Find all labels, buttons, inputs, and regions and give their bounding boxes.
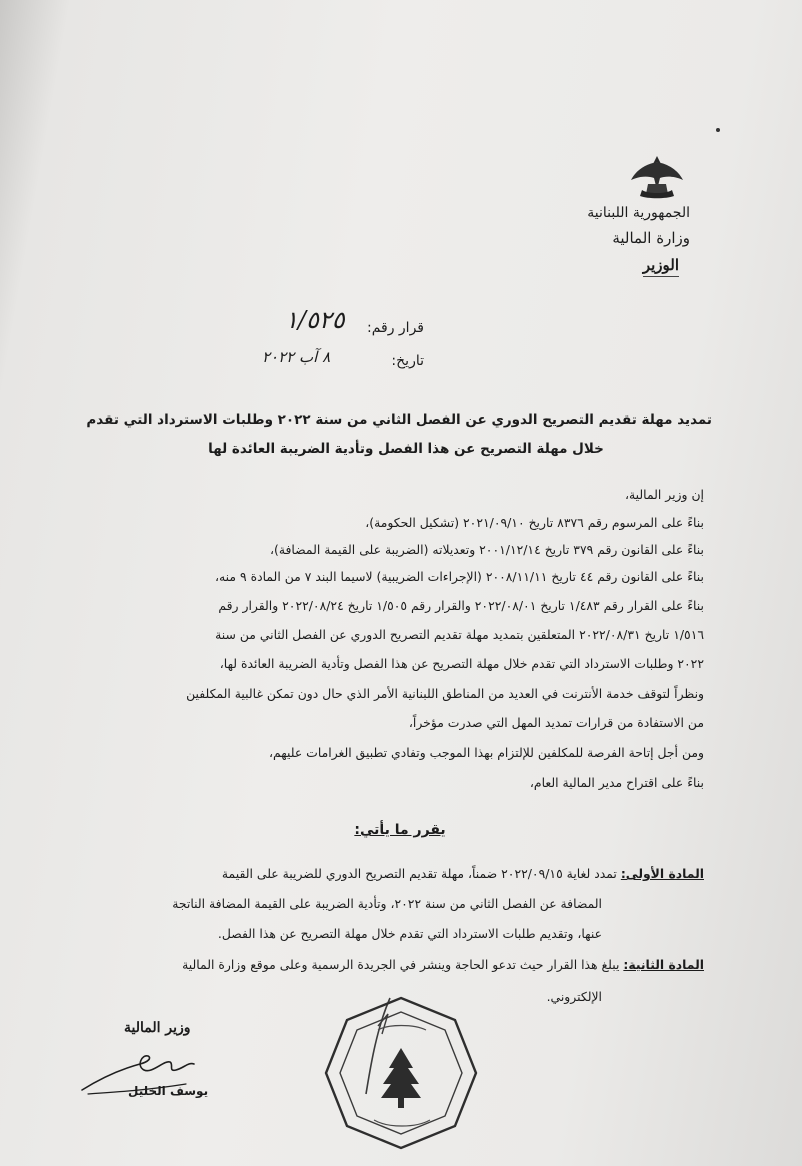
decision-number-label: قرار رقم:	[366, 320, 424, 336]
preamble-line: إن وزير المالية،	[625, 487, 704, 502]
office-name: الوزير	[643, 256, 679, 277]
decision-title-line-2: خلال مهلة التصريح عن هذا الفصل وتأدية الضريبة العائدة لها	[208, 441, 604, 457]
ministry-name: وزارة المالية	[612, 229, 690, 247]
preamble-line: بناءً على القرار رقم ١/٤٨٣ تاريخ ٢٠٢٢/٠٨/٠١ والقرار رقم ١/٥٠٥ تاريخ ٢٠٢٢/٠٨/٢٤ والقرار رقم	[218, 598, 704, 613]
article-2-text-line-2: الإلكتروني.	[546, 989, 602, 1004]
article-1	[222, 866, 704, 881]
signatory-title: وزير المالية	[124, 1020, 191, 1036]
decision-date-value: ٨ آب ٢٠٢٢	[262, 348, 331, 366]
article-1-label: المادة الأولى:	[620, 866, 704, 881]
decision-number-value: ١/٥٢٥	[285, 306, 345, 334]
republic-name: الجمهورية اللبنانية	[587, 205, 690, 221]
decision-date-label: تاريخ:	[391, 353, 424, 369]
preamble-line: ومن أجل إتاحة الفرصة للمكلفين للإلتزام بهذا الموجب وتفادي تطبيق الغرامات عليهم،	[269, 745, 704, 760]
preamble-line: ٢٠٢٢ وطلبات الاسترداد التي تقدم خلال مهلة التصريح عن هذا الفصل وتأدية الضريبة العائدة لها،	[219, 656, 704, 671]
article-2-label: المادة الثانية:	[623, 957, 704, 972]
preamble-line: بناءً على المرسوم رقم ٨٣٧٦ تاريخ ٢٠٢١/٠٩/١٠ (تشكيل الحكومة)،	[365, 515, 704, 530]
signatory-name: يوسف الخليل	[128, 1084, 209, 1098]
article-2	[182, 957, 704, 972]
preamble-line: ونظراً لتوقف خدمة الأنترنت في العديد من المناطق اللبنانية الأمر الذي حال دون تمكن غالبية المكلفين	[186, 686, 704, 701]
decides-heading: يقرر ما يأتي:	[354, 822, 446, 838]
article-2-text-line-1: يبلغ هذا القرار حيث تدعو الحاجة وينشر في الجريدة الرسمية وعلى موقع وزارة المالية	[182, 957, 620, 972]
decision-title-line-1: تمديد مهلة تقديم التصريح الدوري عن الفصل الثاني من سنة ٢٠٢٢ وطلبات الاسترداد التي تقدم	[86, 412, 712, 428]
article-1-text-line-1: تمدد لغاية ٢٠٢٢/٠٩/١٥ ضمناً، مهلة تقديم التصريح الدوري للضريبة على القيمة	[221, 866, 617, 881]
preamble-line: بناءً على اقتراح مدير المالية العام،	[529, 775, 704, 790]
article-1-text-line-2: المضافة عن الفصل الثاني من سنة ٢٠٢٢، وتأدية الضريبة على القيمة المضافة الناتجة	[172, 896, 602, 911]
official-seal-icon	[318, 990, 484, 1156]
ministry-emblem-icon	[628, 154, 686, 200]
preamble-line: من الاستفادة من قرارات تمديد المهل التي صدرت مؤخراً،	[408, 715, 704, 730]
preamble-line: بناءً على القانون رقم ٣٧٩ تاريخ ٢٠٠١/١٢/١٤ وتعديلاته (الضريبة على القيمة المضافة)،	[269, 542, 704, 557]
preamble-line: ١/٥١٦ تاريخ ٢٠٢٢/٠٨/٣١ المتعلقين بتمديد مهلة تقديم التصريح الدوري عن الفصل الثاني من سنة	[215, 627, 704, 642]
ink-dot	[716, 128, 720, 132]
preamble-line: بناءً على القانون رقم ٤٤ تاريخ ٢٠٠٨/١١/١١ (الإجراءات الضريبية) لاسيما البند ٧ من المادة ٩ منه،	[215, 569, 704, 584]
article-1-text-line-3: عنها، وتقديم طلبات الاسترداد التي تقدم خلال مهلة التصريح عن هذا الفصل.	[217, 926, 602, 941]
